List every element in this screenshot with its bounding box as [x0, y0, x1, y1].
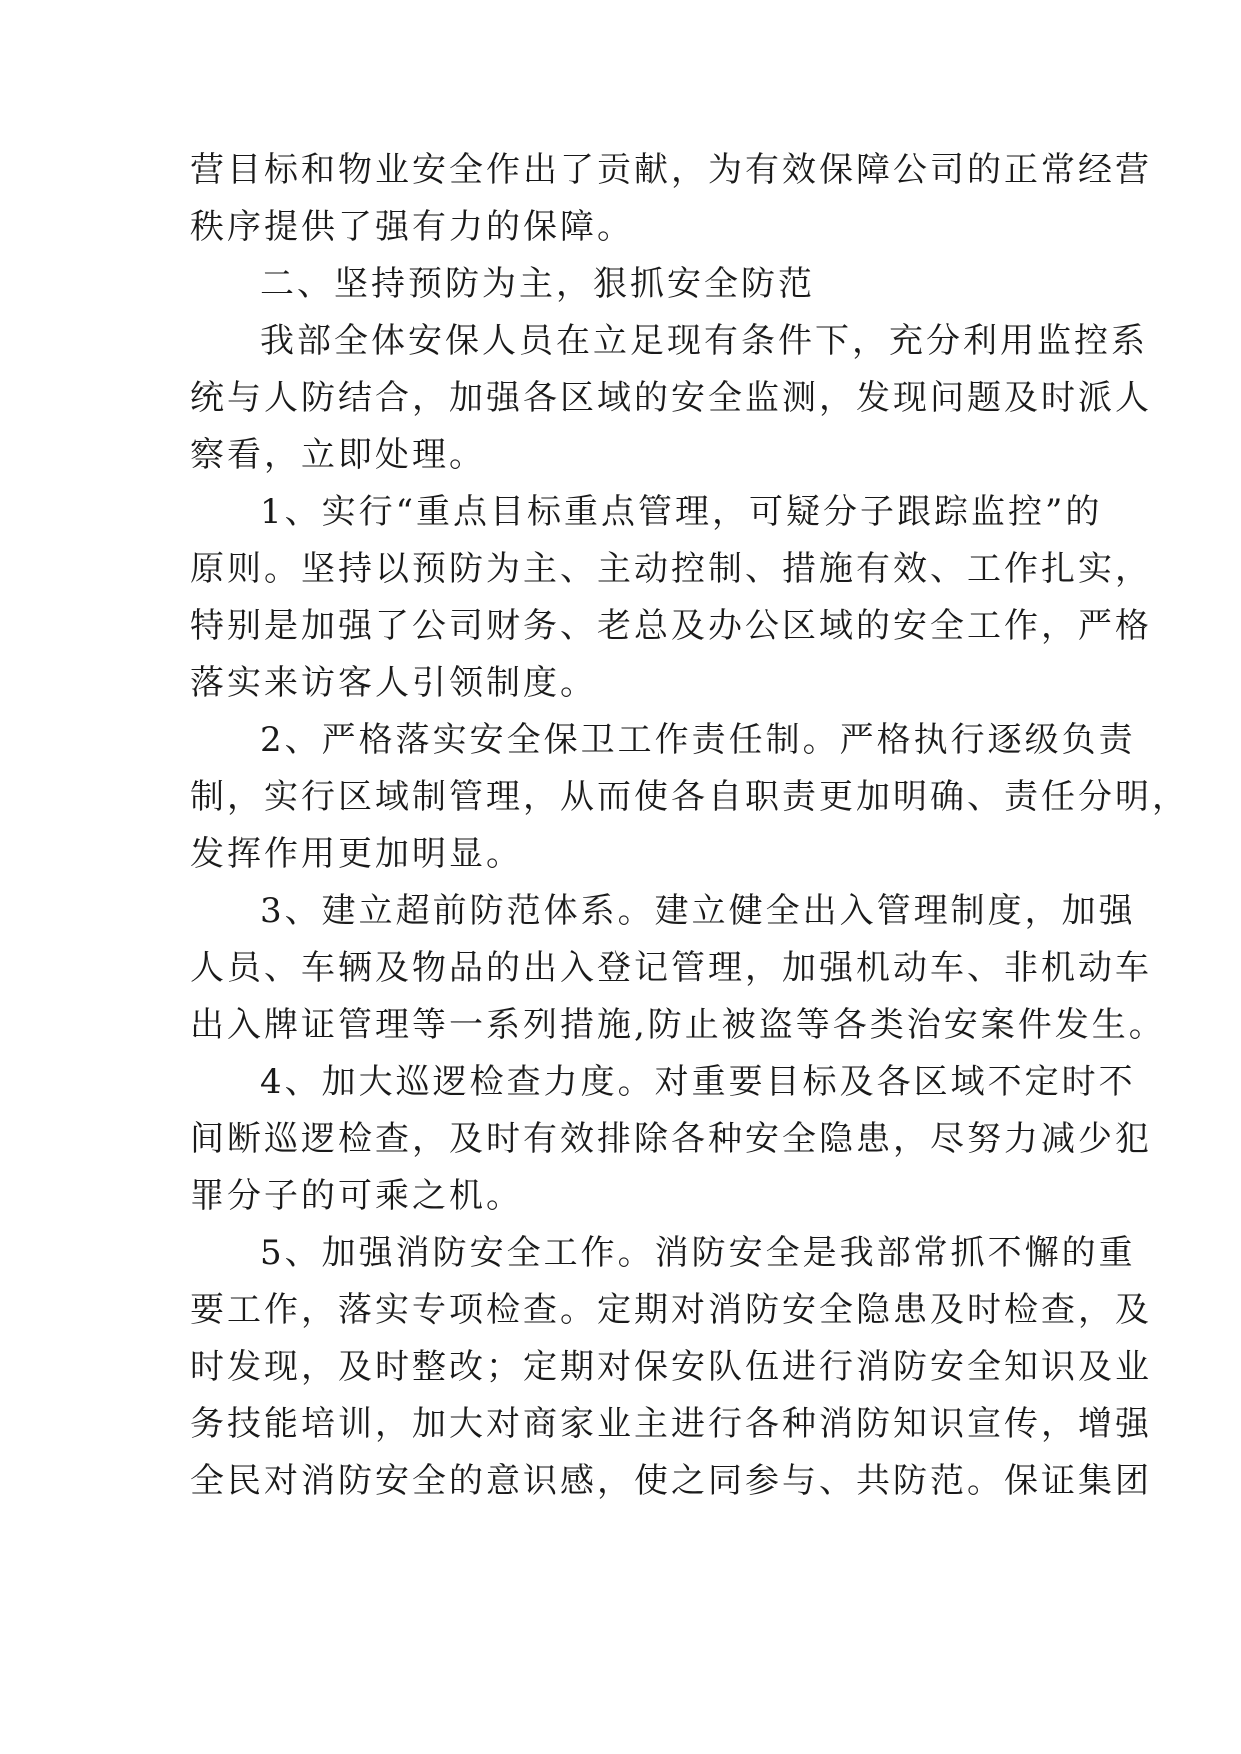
text-line: 3、建立超前防范体系。建立健全出入管理制度，加强	[260, 891, 1136, 931]
text-line: 特别是加强了公司财务、老总及办公区域的安全工作，严格	[190, 606, 1152, 646]
section-heading: 二、坚持预防为主，狠抓安全防范	[260, 264, 815, 304]
text-line: 营目标和物业安全作出了贡献，为有效保障公司的正常经营	[190, 150, 1152, 190]
text-line: 5、加强消防安全工作。消防安全是我部常抓不懈的重	[260, 1233, 1136, 1273]
text-line: 时发现，及时整改；定期对保安队伍进行消防安全知识及业	[190, 1347, 1152, 1387]
text-line: 罪分子的可乘之机。	[190, 1176, 523, 1216]
text-line: 察看，立即处理。	[190, 435, 486, 475]
text-line: 2、严格落实安全保卫工作责任制。严格执行逐级负责	[260, 720, 1136, 760]
text-line: 务技能培训，加大对商家业主进行各种消防知识宣传，增强	[190, 1404, 1152, 1444]
text-line: 间断巡逻检查，及时有效排除各种安全隐患，尽努力减少犯	[190, 1119, 1152, 1159]
text-line: 人员、车辆及物品的出入登记管理，加强机动车、非机动车	[190, 948, 1152, 988]
text-line: 1、实行“重点目标重点管理，可疑分子跟踪监控”的	[260, 492, 1103, 532]
text-line: 出入牌证管理等一系列措施,防止被盗等各类治安案件发生。	[190, 1005, 1166, 1045]
text-line: 4、加大巡逻检查力度。对重要目标及各区域不定时不	[260, 1062, 1136, 1102]
text-line: 制，实行区域制管理，从而使各自职责更加明确、责任分明，	[190, 777, 1189, 817]
text-line: 统与人防结合，加强各区域的安全监测，发现问题及时派人	[190, 378, 1152, 418]
text-line: 发挥作用更加明显。	[190, 834, 523, 874]
text-line: 全民对消防安全的意识感，使之同参与、共防范。保证集团	[190, 1461, 1152, 1501]
text-line: 落实来访客人引领制度。	[190, 663, 597, 703]
text-line: 要工作，落实专项检查。定期对消防安全隐患及时检查，及	[190, 1290, 1152, 1330]
text-line: 我部全体安保人员在立足现有条件下，充分利用监控系	[260, 321, 1148, 361]
text-line: 原则。坚持以预防为主、主动控制、措施有效、工作扎实，	[190, 549, 1152, 589]
text-line: 秩序提供了强有力的保障。	[190, 207, 634, 247]
